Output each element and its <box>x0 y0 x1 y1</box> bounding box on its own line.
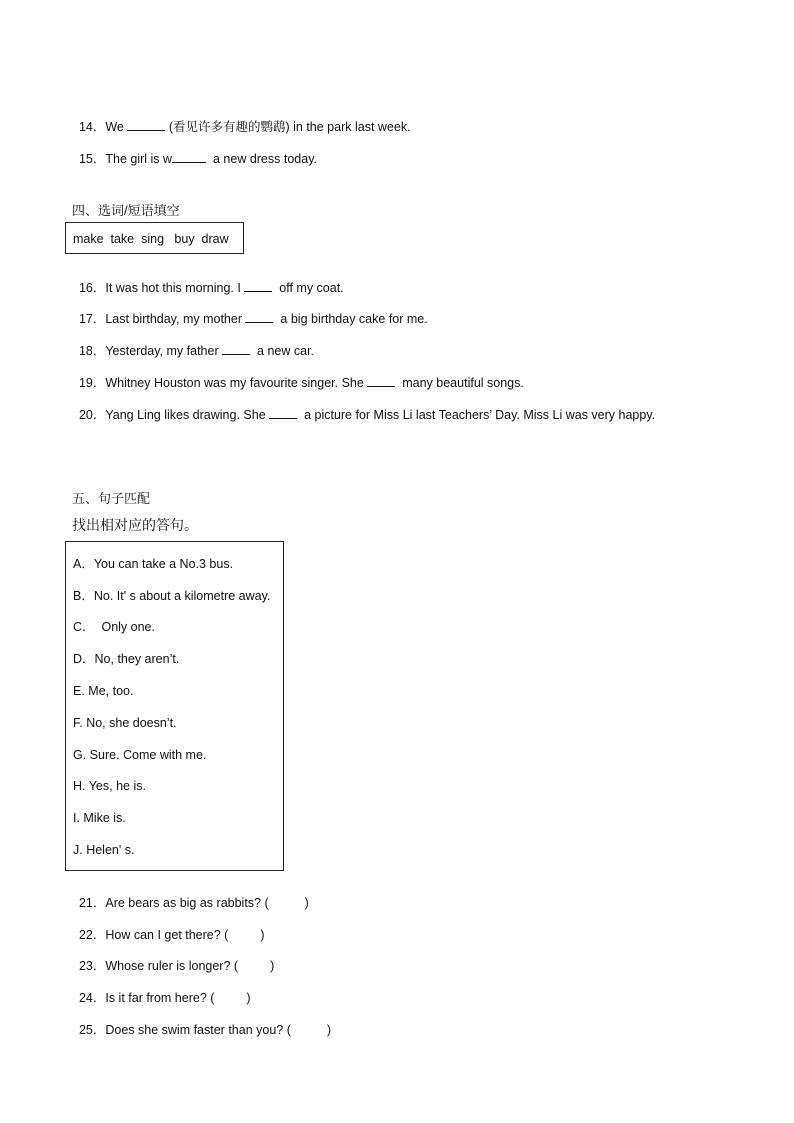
question-text-post: many beautiful songs. <box>395 376 524 390</box>
option-f: F. No, she doesn’t. <box>73 716 177 730</box>
closing-paren: ) <box>270 959 275 973</box>
option-e: E. Me, too. <box>73 684 134 698</box>
question-number: 23． <box>78 959 106 973</box>
question-text: Is it far from here? ( <box>105 991 215 1005</box>
question-21 <box>72 879 309 911</box>
answer-blank[interactable] <box>367 374 395 387</box>
question-text-pre: Whitney Houston was my favourite singer. She <box>105 376 368 390</box>
question-number: 17． <box>78 312 106 326</box>
question-number: 22． <box>78 928 106 942</box>
question-number: 15． <box>78 152 106 166</box>
question-20 <box>72 390 655 423</box>
question-18 <box>72 326 314 359</box>
question-text-pre: It was hot this morning. I <box>105 281 245 295</box>
question-text-pre: We <box>105 120 128 134</box>
question-text-pre: Last birthday, my mother <box>105 312 246 326</box>
closing-paren: ) <box>304 896 309 910</box>
answer-blank[interactable] <box>269 406 297 419</box>
option-b: B．No. It' s about a kilometre away. <box>73 589 271 603</box>
question-text: Whose ruler is longer? ( <box>105 959 239 973</box>
closing-paren: ) <box>326 1023 332 1037</box>
option-h: H. Yes, he is. <box>73 779 146 793</box>
section-5-title: 五、句子匹配 <box>72 491 151 506</box>
question-25 <box>72 1006 331 1038</box>
option-j: J. Helen' s. <box>73 843 135 857</box>
question-text-pre: Yang Ling likes drawing. She <box>105 408 270 422</box>
option-i: I. Mike is. <box>73 811 126 825</box>
closing-paren: ) <box>246 991 251 1005</box>
question-15 <box>72 134 317 167</box>
closing-paren: ) <box>260 928 265 942</box>
question-text-post: a new car. <box>250 344 315 358</box>
question-22 <box>72 911 265 943</box>
question-number: 20． <box>78 408 106 422</box>
question-text: How can I get there? ( <box>105 928 229 942</box>
section-5-instruction: 找出相对应的答句。 <box>72 517 198 533</box>
question-text-post: a big birthday cake for me. <box>273 312 428 326</box>
question-text: Does she swim faster than you? ( <box>105 1023 291 1037</box>
question-14 <box>72 102 411 135</box>
question-text-post: (看见许多有趣的鹦鹉) in the park last week. <box>165 120 411 134</box>
option-a: A．You can take a No.3 bus. <box>73 557 234 571</box>
question-number: 24． <box>78 991 106 1005</box>
question-number: 18． <box>78 344 106 358</box>
question-text: Are bears as big as rabbits? ( <box>105 896 269 910</box>
word-bank-box <box>65 222 244 254</box>
question-text-pre: The girl is w <box>105 152 173 166</box>
question-text-post: a new dress today. <box>206 152 317 166</box>
answer-blank[interactable] <box>222 342 250 355</box>
question-17 <box>72 294 428 327</box>
option-d: D．No, they aren’t. <box>73 652 180 666</box>
answer-blank[interactable] <box>172 150 206 163</box>
option-c: C． Only one. <box>73 620 155 634</box>
question-24 <box>72 974 251 1006</box>
question-19 <box>72 358 524 391</box>
answer-blank[interactable] <box>245 310 273 323</box>
section-4-title: 四、选词/短语填空 <box>72 203 180 218</box>
answer-blank[interactable] <box>127 118 165 131</box>
question-text-post: a picture for Miss Li last Teachers’ Day. Miss Li was very happy. <box>297 408 656 422</box>
question-number: 19． <box>78 376 106 390</box>
question-number: 16． <box>78 281 106 295</box>
question-text-post: off my coat. <box>272 281 344 295</box>
option-g: G. Sure. Come with me. <box>73 748 207 762</box>
question-23 <box>72 942 274 974</box>
question-text-pre: Yesterday, my father <box>105 344 223 358</box>
question-number: 25． <box>78 1023 106 1037</box>
answer-blank[interactable] <box>244 279 272 292</box>
word-bank-text: make take sing buy draw <box>73 232 229 246</box>
question-16 <box>72 263 344 296</box>
question-number: 21． <box>78 896 106 910</box>
answer-options-box <box>65 541 284 871</box>
question-number: 14． <box>78 120 106 134</box>
